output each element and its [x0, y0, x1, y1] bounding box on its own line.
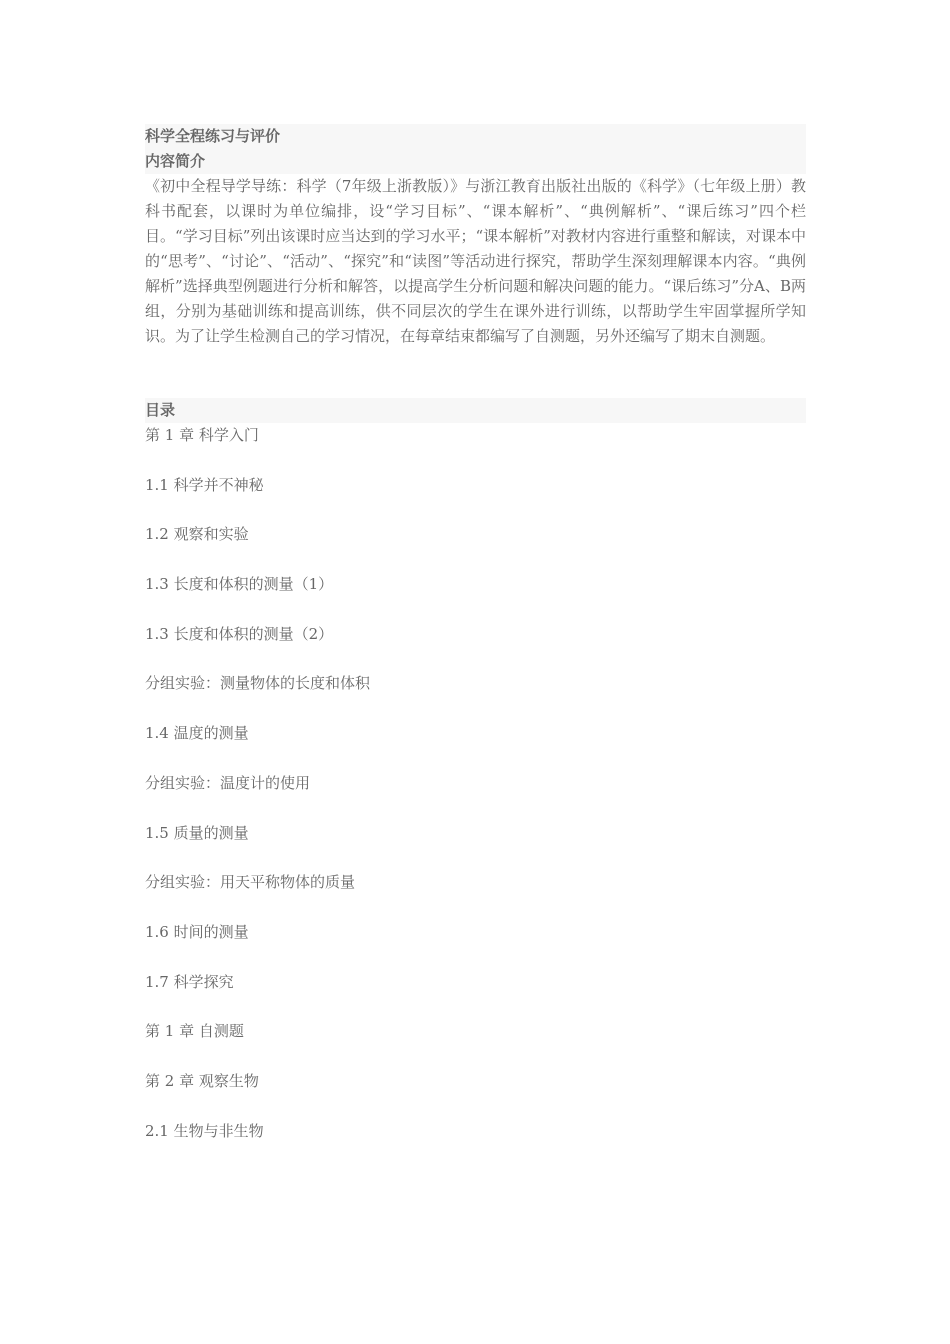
document-title: 科学全程练习与评价 [145, 124, 806, 149]
toc-item: 1.3 长度和体积的测量（2） [145, 624, 334, 643]
toc-item: 1.5 质量的测量 [145, 823, 249, 842]
toc-item: 第 1 章 科学入门 [145, 426, 259, 444]
intro-heading: 内容简介 [145, 149, 806, 174]
toc-item: 1.3 长度和体积的测量（1） [145, 575, 334, 594]
toc-item: 分组实验：用天平称物体的质量 [145, 873, 356, 892]
toc-item: 2.1 生物与非生物 [145, 1121, 264, 1140]
section-spacer [145, 349, 806, 398]
toc-item: 1.2 观察和实验 [145, 525, 249, 544]
toc-heading: 目录 [145, 398, 806, 423]
document-page [145, 124, 806, 1168]
toc-item: 分组实验：测量物体的长度和体积 [145, 674, 371, 693]
toc-item: 1.4 温度的测量 [145, 724, 249, 743]
toc-item: 1.1 科学并不神秘 [145, 475, 264, 494]
toc-item: 分组实验：温度计的使用 [145, 773, 311, 792]
intro-paragraph: 《初中全程导学导练：科学（7年级上浙教版）》与浙江教育出版社出版的《科学》（七年级上册）教科书配套，以课时为单位编排，设“学习目标”、“课本解析”、“典例解析”、“课后练习”四个栏目。“学习目标”列出该课时应当达到的学习水平；“课本解析”对教材内容进行重整和解读，对课本中的“思考”、“讨论”、“活动”、“探究”和“读图”等活动进行探究，帮助学生深刻理解课本内容。“典例解析”选择典型例题进行分析和解答，以提高学生分析问题和解决问题的能力。“课后练习”分A、B两组，分别为基础训练和提高训练，供不同层次的学生在课外进行训练，以帮助学生牢固掌握所学知识。为了让学生检测自己的学习情况，在每章结束都编写了自测题，另外还编写了期末自测题。 [145, 177, 806, 345]
toc-list [145, 423, 806, 1144]
toc-item: 第 1 章 自测题 [145, 1022, 244, 1041]
toc-item: 1.6 时间的测量 [145, 922, 249, 941]
toc-item: 第 2 章 观察生物 [145, 1071, 259, 1090]
toc-item: 1.7 科学探究 [145, 972, 234, 991]
